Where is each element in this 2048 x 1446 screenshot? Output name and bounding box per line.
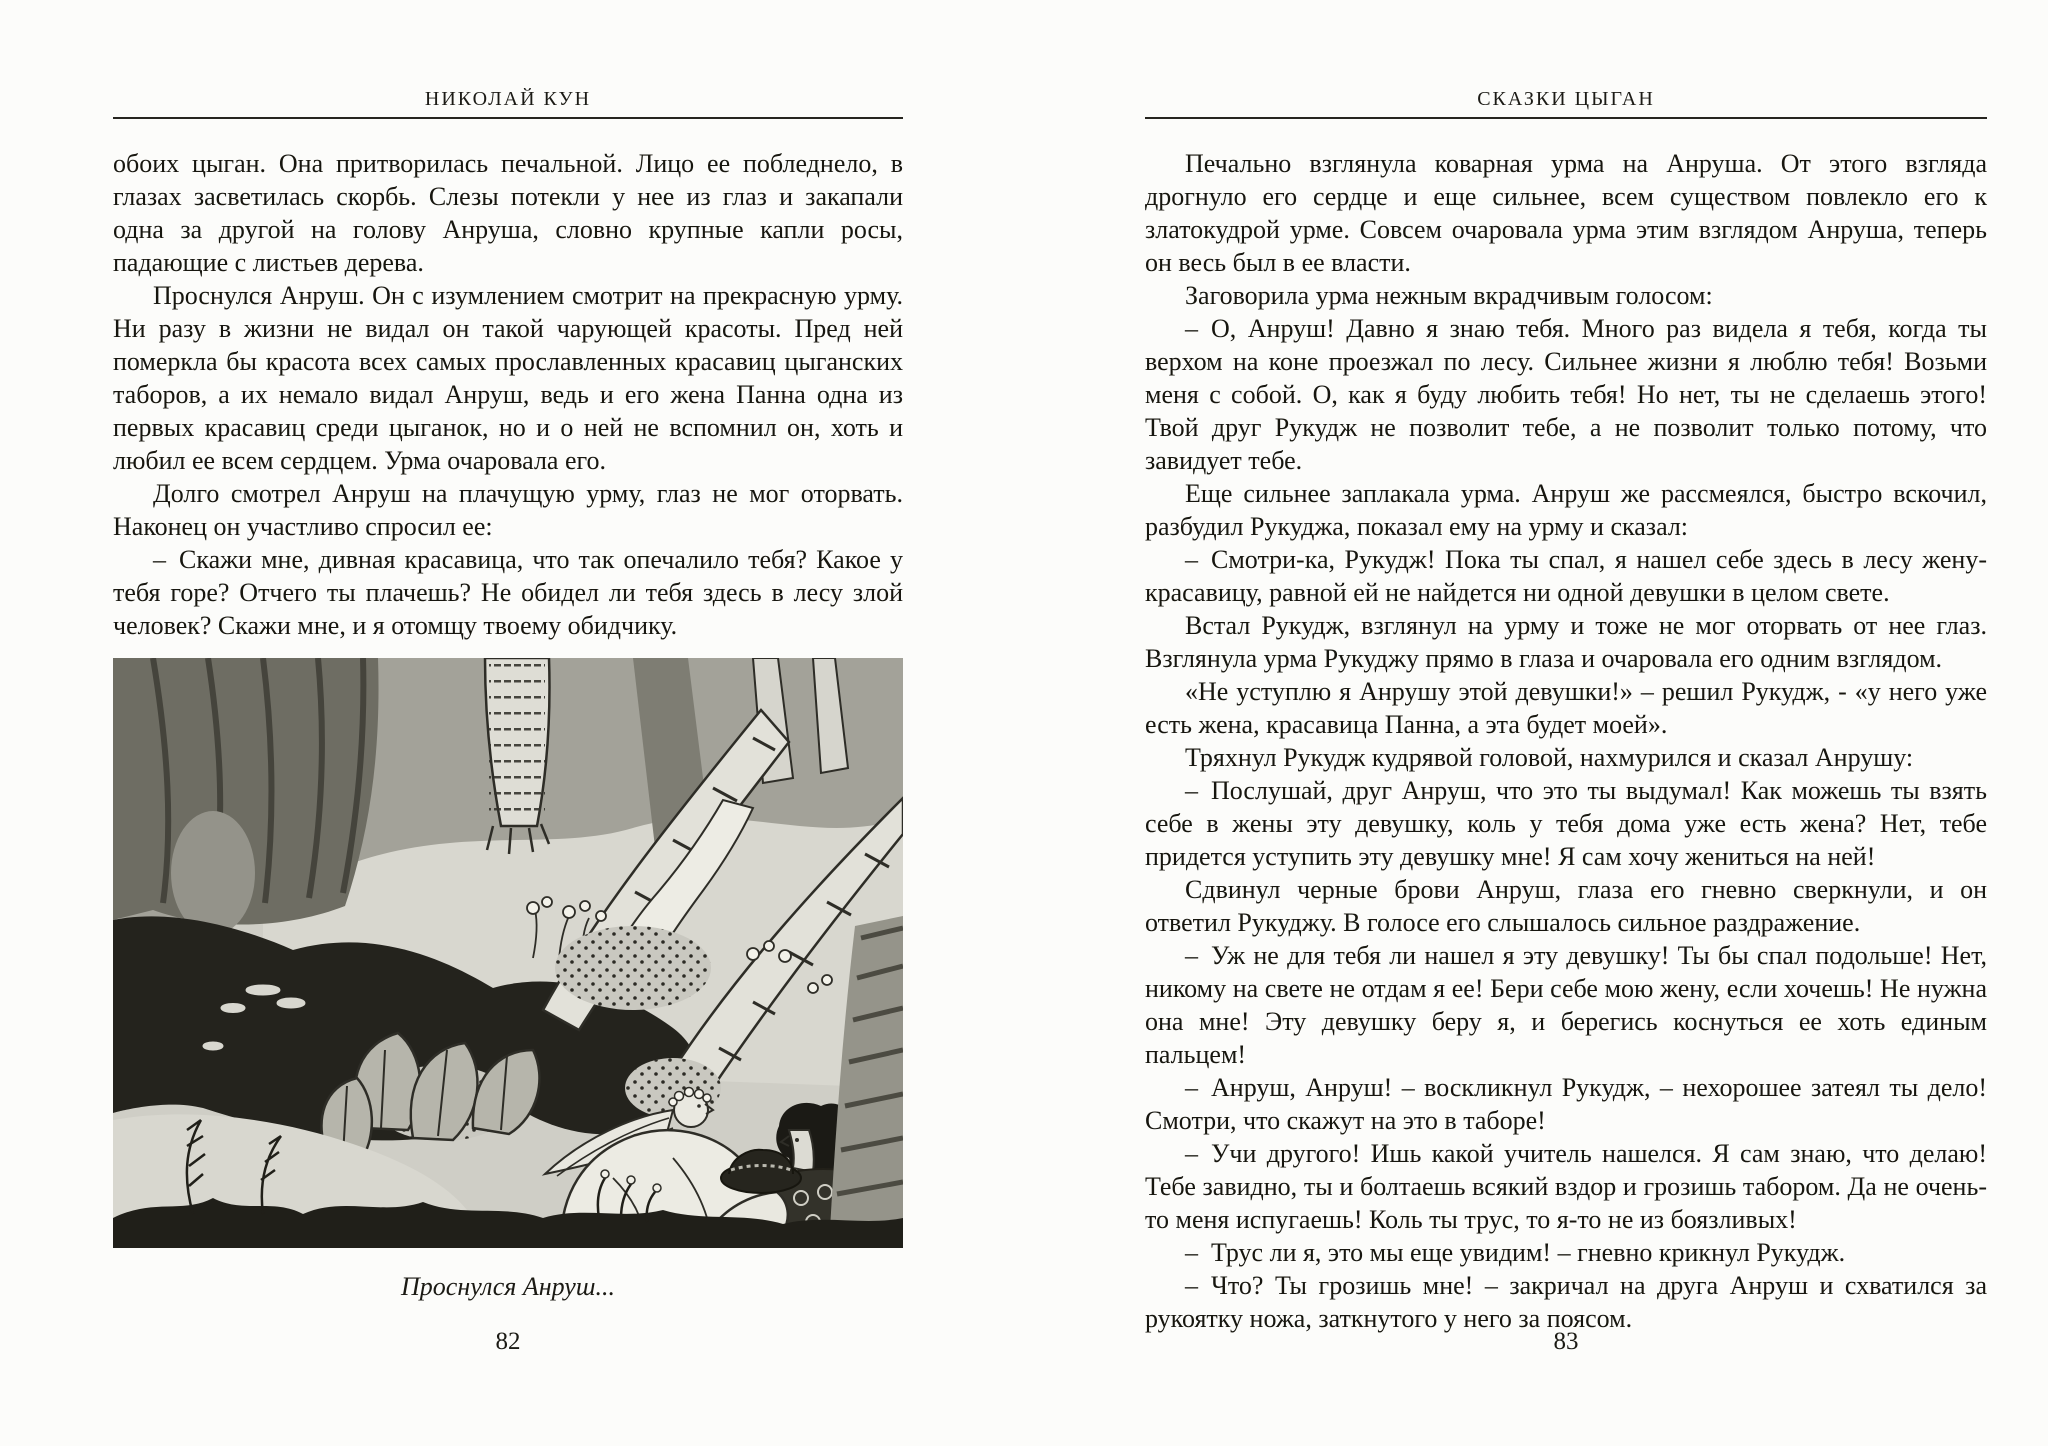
paragraph: «Не уступлю я Анрушу этой девушки!» – решил Рукудж, - «у него уже есть жена, красавица Панна, а эта будет моей».: [1145, 677, 1987, 739]
running-head-author: НИКОЛАЙ КУН: [424, 88, 592, 110]
paragraph: – Уж не для тебя ли нашел я эту девушку! Ты бы спал подольше! Нет, никому на свете не отдам я ее! Бери себе мою жену, если хочешь! Не нужна она мне! Эту девушку беру я, и берегись коснуться ее хоть единым пальцем!: [1145, 941, 1987, 1069]
illustration-art: [113, 658, 903, 1248]
paragraph: – О, Анруш! Давно я знаю тебя. Много раз видела я тебя, когда ты верхом на коне проезжал по лесу. Сильнее жизни я люблю тебя! Возьми меня с собой. О, как я буду любить тебя! Но нет, ты не сделаешь этого! Твой друг Рукудж не позволит тебе, а не позволит только потому, что завидует тебе.: [1145, 314, 1987, 475]
header-rule: [1145, 117, 1987, 119]
paragraph: Заговорила урма нежным вкрадчивым голосом:: [1185, 281, 1713, 310]
paragraph: Долго смотрел Анруш на плачущую урму, глаз не мог оторвать. Наконец он участливо спросил ее:: [113, 479, 903, 541]
paragraph: Еще сильнее заплакала урма. Анруш же рассмеялся, быстро вскочил, разбудил Рукуджа, показал ему на урму и сказал:: [1145, 479, 1987, 541]
page-number-right: 83: [1553, 1328, 1579, 1355]
book-page-left: [113, 0, 903, 1446]
paragraph: – Учи другого! Ишь какой учитель нашелся. Я сам знаю, что делаю! Тебе завидно, ты и болтаешь всякий вздор и грозишь табором. Да не очень-то меня испугаешь! Коль ты трус, то я-то не из боязливых!: [1145, 1139, 1987, 1234]
page-number-left: 82: [495, 1328, 521, 1355]
paragraph: – Анруш, Анруш! – воскликнул Рукудж, – нехорошее затеял ты дело! Смотри, что скажут на это в таборе!: [1145, 1073, 1987, 1135]
paragraph: – Послушай, друг Анруш, что это ты выдумал! Как можешь ты взять себе в жены эту девушку, коль у тебя дома уже есть жена? Нет, тебе придется уступить эту девушку мне! Я сам хочу жениться на ней!: [1145, 776, 1987, 871]
illustration-caption: Проснулся Анруш...: [401, 1272, 615, 1301]
paragraph: – Смотри-ка, Рукудж! Пока ты спал, я нашел себе здесь в лесу жену-красавицу, равной ей не найдется ни одной девушки в целом свете.: [1145, 545, 1987, 607]
running-head-title: СКАЗКИ ЦЫГАН: [1477, 88, 1655, 110]
paragraph: Тряхнул Рукудж кудрявой головой, нахмурился и сказал Анрушу:: [1185, 743, 1914, 772]
illustration: [113, 658, 903, 1248]
paragraph: Встал Рукудж, взглянул на урму и тоже не мог оторвать от нее глаз. Взглянула урма Рукуджу прямо в глаза и очаровала его одним взглядом.: [1145, 611, 1987, 673]
right-page-text: [1145, 147, 1987, 1335]
left-page-text: [113, 147, 903, 642]
paragraph: Проснулся Анруш. Он с изумлением смотрит на прекрасную урму. Ни разу в жизни не видал он такой чарующей красоты. Пред ней померкла бы красота всех самых прославленных красавиц цыганских таборов, а их немало видал Анруш, ведь и его жена Панна одна из первых красавиц среди цыганок, но и о ней не вспомнил он, хоть и любил ее всем сердцем. Урма очаровала его.: [113, 281, 903, 475]
header-rule: [113, 117, 903, 119]
paragraph: обоих цыган. Она притворилась печальной. Лицо ее побледнело, в глазах засветилась скорбь. Слезы потекли у нее из глаз и закапали одна за другой на голову Анруша, словно крупные капли росы, падающие с листьев дерева.: [113, 149, 903, 277]
paragraph: Сдвинул черные брови Анруш, глаза его гневно сверкнули, и он ответил Рукуджу. В голосе его слышалось сильное раздражение.: [1145, 875, 1987, 937]
paragraph: – Трус ли я, это мы еще увидим! – гневно крикнул Рукудж.: [1185, 1238, 1846, 1267]
paragraph: Печально взглянула коварная урма на Анруша. От этого взгляда дрогнуло его сердце и еще сильнее, всем существом повлекло его к златокудрой урме. Совсем очаровала урма этим взглядом Анруша, теперь он весь был в ее власти.: [1145, 149, 1987, 277]
paragraph: – Что? Ты грозишь мне! – закричал на друга Анруш и схватился за рукоятку ножа, заткнутого у него за поясом.: [1145, 1271, 1987, 1333]
paragraph: – Скажи мне, дивная красавица, что так опечалило тебя? Какое у тебя горе? Отчего ты плачешь? Не обидел ли тебя здесь в лесу злой человек? Скажи мне, и я отомщу твоему обидчику.: [113, 545, 903, 640]
book-page-right: [1145, 0, 1987, 1446]
